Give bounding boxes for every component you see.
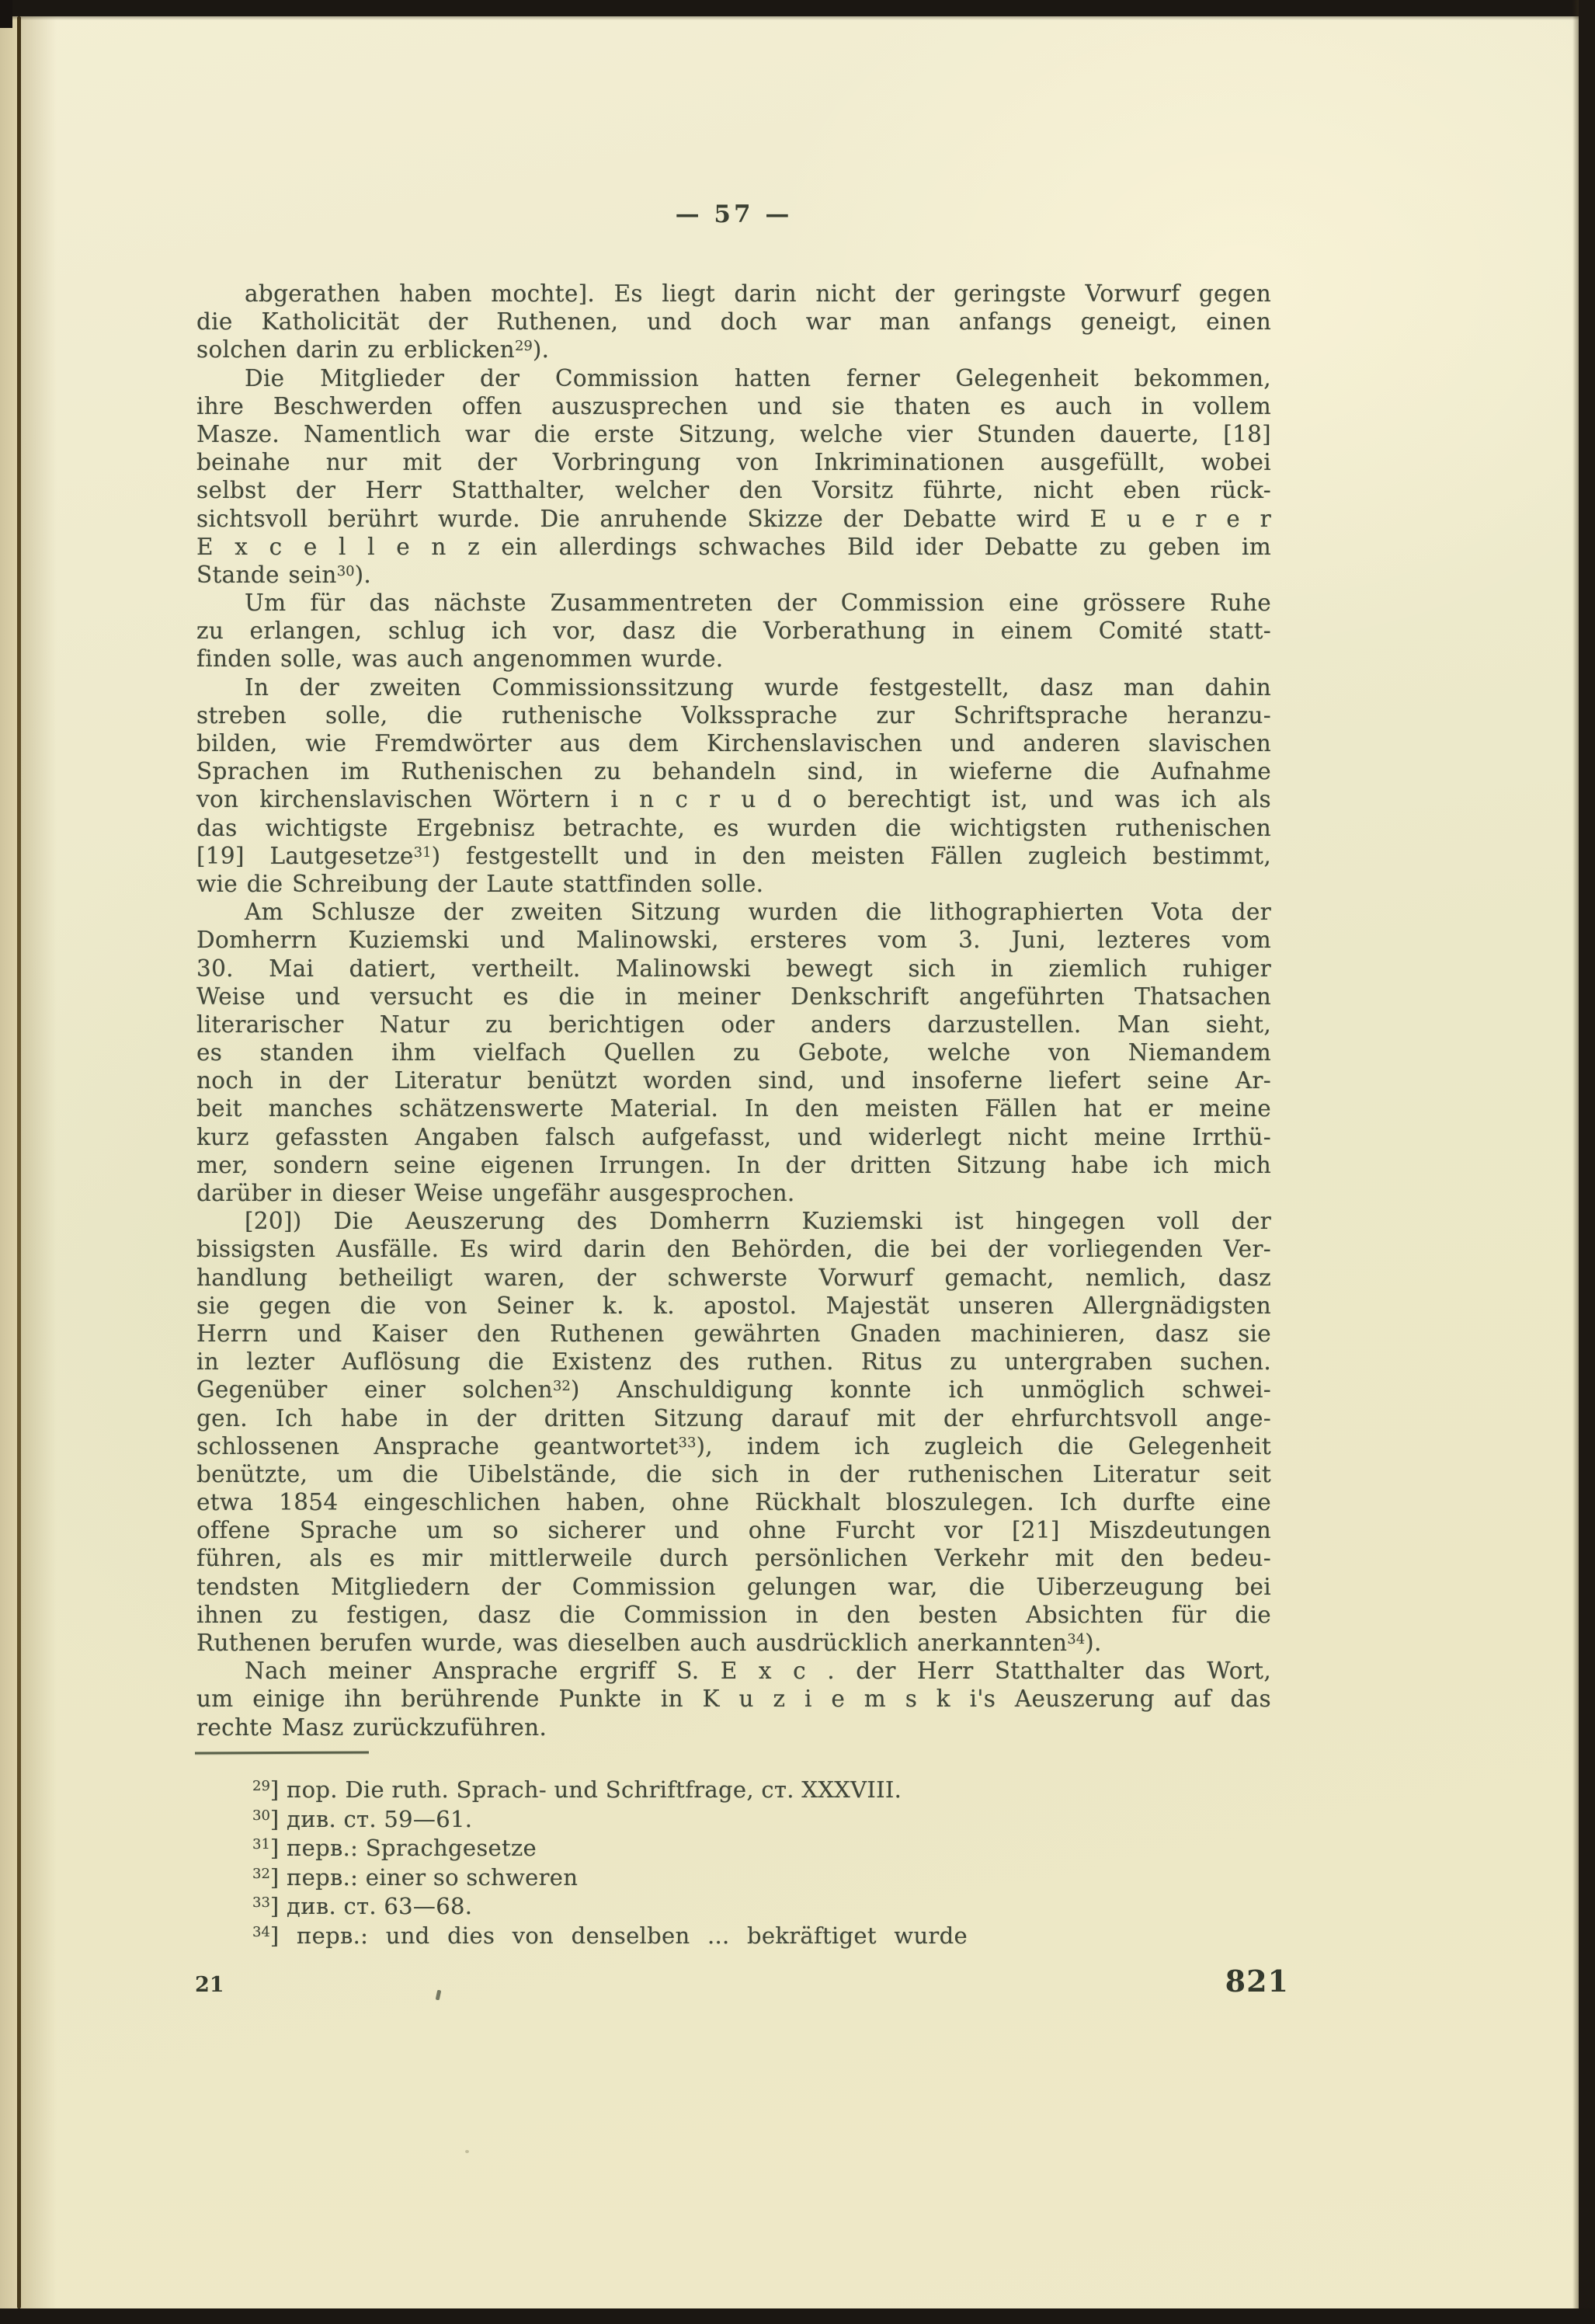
text-line: Ruthenen berufen wurde, was dieselben auch ausdrücklich anerkannten$^{34}$). — [196, 1630, 1102, 1656]
paper-speck — [465, 2150, 469, 2153]
left-margin-band — [0, 16, 17, 2308]
ink-speck — [436, 1990, 442, 2001]
text-line: kurz gefassten Angaben falsch aufgefasst, und widerlegt nicht meine Irrthü- — [196, 1123, 1271, 1150]
footnote-ref: 33 — [678, 1434, 697, 1451]
text-line: [19] Lautgesetze$^{31}$) festgestellt und in den meisten Fällen zugleich bestimmt, — [196, 842, 1271, 869]
footnote-ref: 31 — [413, 844, 432, 861]
text-line: sie gegen die von Seiner k. k. apostol. Majestät unseren Allergnädigsten — [196, 1292, 1271, 1319]
footnote-marker: 34 — [252, 1923, 270, 1940]
scan-edge-right — [1579, 0, 1595, 2324]
text-line: offene Sprache um so sicherer und ohne Furcht vor [21] Miszdeutungen — [196, 1517, 1271, 1544]
text-line: noch in der Literatur benützt worden sind, und insoferne liefert seine Ar- — [196, 1067, 1271, 1094]
gutter-shadow — [21, 16, 57, 2308]
text-line: die Katholicität der Ruthenen, und doch war man anfangs geneigt, einen — [196, 308, 1271, 336]
text-line: Gegenüber einer solchen$^{32}$) Anschuldigung konnte ich unmöglich schwei- — [196, 1376, 1271, 1404]
footnote: $^{34}$] перв.: und dies von denselben ... bekräftiget wurde — [252, 1922, 968, 1949]
text-line: 30. Mai datiert, vertheilt. Malinowski bewegt sich in ziemlich ruhiger — [196, 955, 1271, 982]
footnote: $^{30}$] див. ст. 59—61. — [252, 1805, 473, 1832]
text-line: Domherrn Kuziemski und Malinowski, ersteres vom 3. Juni, lezteres vom — [196, 927, 1271, 954]
text-line: Am Schlusze der zweiten Sitzung wurden die lithographierten Vota der — [245, 899, 1271, 926]
footnote: $^{29}$] пор. Die ruth. Sprach- und Schriftfrage, ст. XXXVIII. — [252, 1776, 902, 1803]
paragraph — [196, 364, 1271, 590]
text-line: beinahe nur mit der Vorbringung von Inkriminationen ausgefüllt, wobei — [196, 449, 1271, 476]
text-line: darüber in dieser Weise ungefähr ausgesprochen. — [196, 1180, 795, 1206]
footnote: $^{31}$] перв.: Sprachgesetze — [252, 1835, 537, 1862]
text-line: abgerathen haben mochte]. Es liegt darin nicht der geringste Vorwurf gegen — [245, 280, 1271, 307]
paragraph — [196, 673, 1271, 899]
paragraph — [196, 1207, 1271, 1657]
footnote-marker: 33 — [252, 1894, 270, 1912]
paragraph — [196, 280, 1271, 364]
text-line: Um für das nächste Zusammentreten der Commission eine grössere Ruhe — [245, 590, 1271, 617]
text-line: mer, sondern seine eigenen Irrungen. In der dritten Sitzung habe ich mich — [196, 1151, 1271, 1178]
scan-edge-top — [0, 0, 1595, 16]
text-line: Die Mitglieder der Commission hatten ferner Gelegenheit bekommen, — [245, 364, 1271, 391]
text-line: Nach meiner Ansprache ergriff S. E x c . der Herr Statthalter das Wort, — [245, 1658, 1271, 1685]
text-line: Weise und versucht es die in meiner Denkschrift angeführten Thatsachen — [196, 983, 1271, 1010]
paragraph — [196, 589, 1271, 673]
text-line: Sprachen im Ruthenischen zu behandeln sind, in wieferne die Aufnahme — [196, 758, 1271, 785]
text-line: schlossenen Ansprache geantwortet$^{33}$), indem ich zugleich die Gelegenheit — [196, 1432, 1271, 1459]
footnotes-block — [196, 1776, 1271, 1951]
text-line: um einige ihn berührende Punkte in K u z i e m s k i's Aeuszerung auf das — [196, 1686, 1271, 1713]
text-line: bissigsten Ausfälle. Es wird darin den Behörden, die bei der vorliegenden Ver- — [196, 1236, 1271, 1263]
text-line: [20]) Die Aeuszerung des Domherrn Kuziemski ist hingegen voll der — [245, 1208, 1271, 1235]
text-line: ihnen zu festigen, dasz die Commission in den besten Absichten für die — [196, 1601, 1271, 1628]
text-line: selbst der Herr Statthalter, welcher den Vorsitz führte, nicht eben rück- — [196, 477, 1271, 504]
text-line: das wichtigste Ergebnisz betrachte, es wurden die wichtigsten ruthenischen — [196, 814, 1271, 841]
signature-mark: 21 — [195, 1973, 224, 1997]
footnote: $^{33}$] див. ст. 63—68. — [252, 1893, 473, 1920]
footnote-ref: 30 — [336, 562, 355, 579]
text-line: streben solle, die ruthenische Volkssprache zur Schriftsprache heranzu- — [196, 701, 1271, 729]
page-header-number: — 57 — — [675, 200, 793, 228]
scan-edge-corner-notch — [0, 0, 12, 28]
paragraph — [196, 898, 1271, 1207]
text-line: sichtsvoll berührt wurde. Die anruhende Skizze der Debatte wird E u e r e r — [196, 505, 1271, 532]
text-line: gen. Ich habe in der dritten Sitzung darauf mit der ehrfurchtsvoll ange- — [196, 1404, 1271, 1432]
paragraph — [196, 1657, 1271, 1741]
text-line: bilden, wie Fremdwörter aus dem Kirchenslavischen und anderen slavischen — [196, 730, 1271, 757]
text-line: in lezter Auflösung die Existenz des ruthen. Ritus zu untergraben suchen. — [196, 1348, 1271, 1376]
text-line: beit manches schätzenswerte Material. In den meisten Fällen hat er meine — [196, 1095, 1271, 1122]
footnote-ref: 34 — [1067, 1631, 1086, 1647]
text-line: benützte, um die Uibelstände, die sich in der ruthenischen Literatur seit — [196, 1460, 1271, 1487]
text-line: tendsten Mitgliedern der Commission gelungen war, die Uiberzeugung bei — [196, 1573, 1271, 1600]
text-line: von kirchenslavischen Wörtern i n c r u d o berechtigt ist, und was ich als — [196, 786, 1271, 813]
footnote-separator-rule — [195, 1752, 369, 1755]
text-line: solchen darin zu erblicken$^{29}$). — [196, 336, 550, 364]
text-line: E x c e l l e n z ein allerdings schwaches Bild ider Debatte zu geben im — [196, 533, 1271, 560]
text-line: führen, als es mir mittlerweile durch persönlichen Verkehr mit den bedeu- — [196, 1545, 1271, 1572]
footnote-marker: 30 — [252, 1807, 270, 1824]
footnote-marker: 29 — [252, 1778, 270, 1794]
text-line: In der zweiten Commissionssitzung wurde festgestellt, dasz man dahin — [245, 673, 1271, 701]
text-line: rechte Masz zurückzuführen. — [196, 1713, 547, 1741]
text-line: ihre Beschwerden offen auszusprechen und sie thaten es auch in vollem — [196, 392, 1271, 419]
text-line: literarischer Natur zu berichtigen oder anders darzustellen. Man sieht, — [196, 1011, 1271, 1038]
text-line: zu erlangen, schlug ich vor, dasz die Vorberathung in einem Comité statt- — [196, 618, 1271, 645]
text-line: etwa 1854 eingeschlichen haben, ohne Rückhalt bloszulegen. Ich durfte eine — [196, 1489, 1271, 1516]
text-line: Herrn und Kaiser den Ruthenen gewährten Gnaden machinieren, dasz sie — [196, 1320, 1271, 1347]
text-line: wie die Schreibung der Laute stattfinden solle. — [196, 870, 764, 897]
footnote-marker: 32 — [252, 1865, 270, 1882]
footnote: $^{32}$] перв.: einer so schweren — [252, 1863, 579, 1891]
body-text-block — [196, 280, 1271, 1741]
text-line: handlung betheiligt waren, der schwerste Vorwurf gemacht, nemlich, dasz — [196, 1264, 1271, 1291]
scan-edge-bottom — [0, 2308, 1595, 2324]
text-line: finden solle, was auch angenommen wurde. — [196, 645, 724, 673]
text-line: Stande sein$^{30}$). — [196, 561, 372, 588]
footnote-ref: 29 — [514, 338, 533, 355]
text-line: es standen ihm vielfach Quellen zu Gebote, welche von Niemandem — [196, 1039, 1271, 1066]
footnote-marker: 31 — [252, 1836, 270, 1853]
folio-page-number: 821 — [1225, 1964, 1289, 1999]
text-line: Masze. Namentlich war die erste Sitzung, welche vier Stunden dauerte, [18] — [196, 420, 1271, 447]
footnote-ref: 32 — [552, 1378, 571, 1395]
